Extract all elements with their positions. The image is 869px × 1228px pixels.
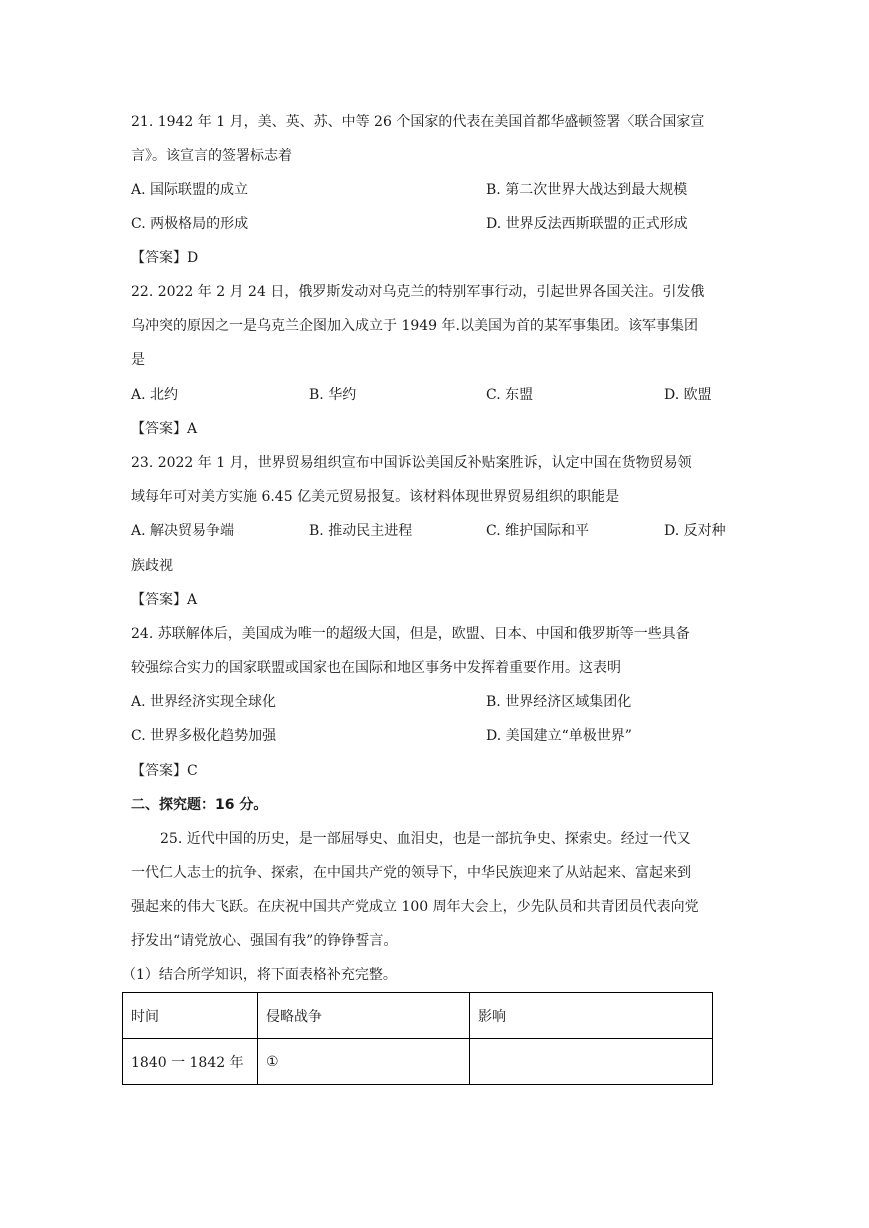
table-cell-impact[interactable] — [470, 1039, 713, 1085]
q24-option-d: D. 美国建立“单极世界” — [486, 728, 632, 744]
q21-answer: 【答案】D — [131, 250, 199, 266]
table-header-row — [123, 993, 713, 1039]
q23-option-d-continued: 族歧视 — [131, 558, 173, 574]
q24-stem-line2: 较强综合实力的国家联盟或国家也在国际和地区事务中发挥着重要作用。这表明 — [131, 660, 621, 676]
q22-option-a: A. 北约 — [131, 387, 179, 403]
table-cell-time: 1840 一 1842 年 — [123, 1039, 258, 1085]
q23-option-a: A. 解决贸易争端 — [131, 523, 235, 539]
answer-table — [122, 992, 713, 1085]
q22-stem-line3: 是 — [131, 352, 145, 368]
q24-option-a: A. 世界经济实现全球化 — [131, 694, 277, 710]
q22-option-c: C. 东盟 — [486, 387, 534, 403]
q22-answer: 【答案】A — [131, 421, 198, 437]
q25-stem-line3: 强起来的伟大飞跃。在庆祝中国共产党成立 100 周年大会上，少先队员和共青团员代表向党 — [131, 899, 699, 915]
q21-stem-line1: 21. 1942 年 1 月，美、英、苏、中等 26 个国家的代表在美国首都华盛顿签署〈联合国家宣 — [131, 114, 705, 130]
q23-answer: 【答案】A — [131, 592, 198, 608]
q24-stem-line1: 24. 苏联解体后，美国成为唯一的超级大国，但是，欧盟、日本、中国和俄罗斯等一些具备 — [131, 626, 690, 642]
q21-option-d: D. 世界反法西斯联盟的正式形成 — [486, 216, 688, 232]
q24-option-c: C. 世界多极化趋势加强 — [131, 728, 277, 744]
q24-option-b: B. 世界经济区域集团化 — [486, 694, 632, 710]
q21-stem-line2: 言》。该宣言的签署标志着 — [131, 148, 292, 164]
table-row — [123, 1039, 713, 1085]
table-header-time: 时间 — [123, 993, 258, 1039]
q24-answer: 【答案】C — [131, 763, 198, 779]
q21-option-b: B. 第二次世界大战达到最大规模 — [486, 182, 688, 198]
q23-option-b: B. 推动民主进程 — [309, 523, 413, 539]
q25-stem-line4: 抒发出“请党放心、强国有我”的铮铮誓言。 — [131, 933, 398, 949]
table-cell-war[interactable] — [258, 1039, 470, 1085]
q25-subquestion-1: （1）结合所学知识，将下面表格补充完整。 — [122, 967, 397, 983]
q25-stem-line2: 一代仁人志士的抗争、探索，在中国共产党的领导下，中华民族迎来了从站起来、富起来到 — [131, 865, 691, 881]
q22-stem-line1: 22. 2022 年 2 月 24 日，俄罗斯发动对乌克兰的特别军事行动，引起世界各国关注。引发俄 — [131, 284, 705, 300]
q22-option-d: D. 欧盟 — [664, 387, 712, 403]
section-heading: 二、探究题：16 分。 — [131, 797, 268, 813]
q21-option-c: C. 两极格局的形成 — [131, 216, 249, 232]
q22-option-b: B. 华约 — [309, 387, 357, 403]
table-header-war: 侵略战争 — [258, 993, 470, 1039]
q22-stem-line2: 乌冲突的原因之一是乌克兰企图加入成立于 1949 年.以美国为首的某军事集团。该军事集团 — [131, 318, 698, 334]
table-header-impact: 影响 — [470, 993, 713, 1039]
q21-option-a: A. 国际联盟的成立 — [131, 182, 249, 198]
q23-option-d: D. 反对种 — [664, 523, 726, 539]
q23-stem-line2: 域每年可对美方实施 6.45 亿美元贸易报复。该材料体现世界贸易组织的职能是 — [131, 489, 620, 505]
q25-stem-line1: 25. 近代中国的历史，是一部屈辱史、血泪史，也是一部抗争史、探索史。经过一代又 — [160, 831, 691, 847]
circled-number-1: ① — [266, 1053, 279, 1070]
q23-option-c: C. 维护国际和平 — [486, 523, 590, 539]
q23-stem-line1: 23. 2022 年 1 月，世界贸易组织宣布中国诉讼美国反补贴案胜诉，认定中国在货物贸易领 — [131, 455, 692, 471]
